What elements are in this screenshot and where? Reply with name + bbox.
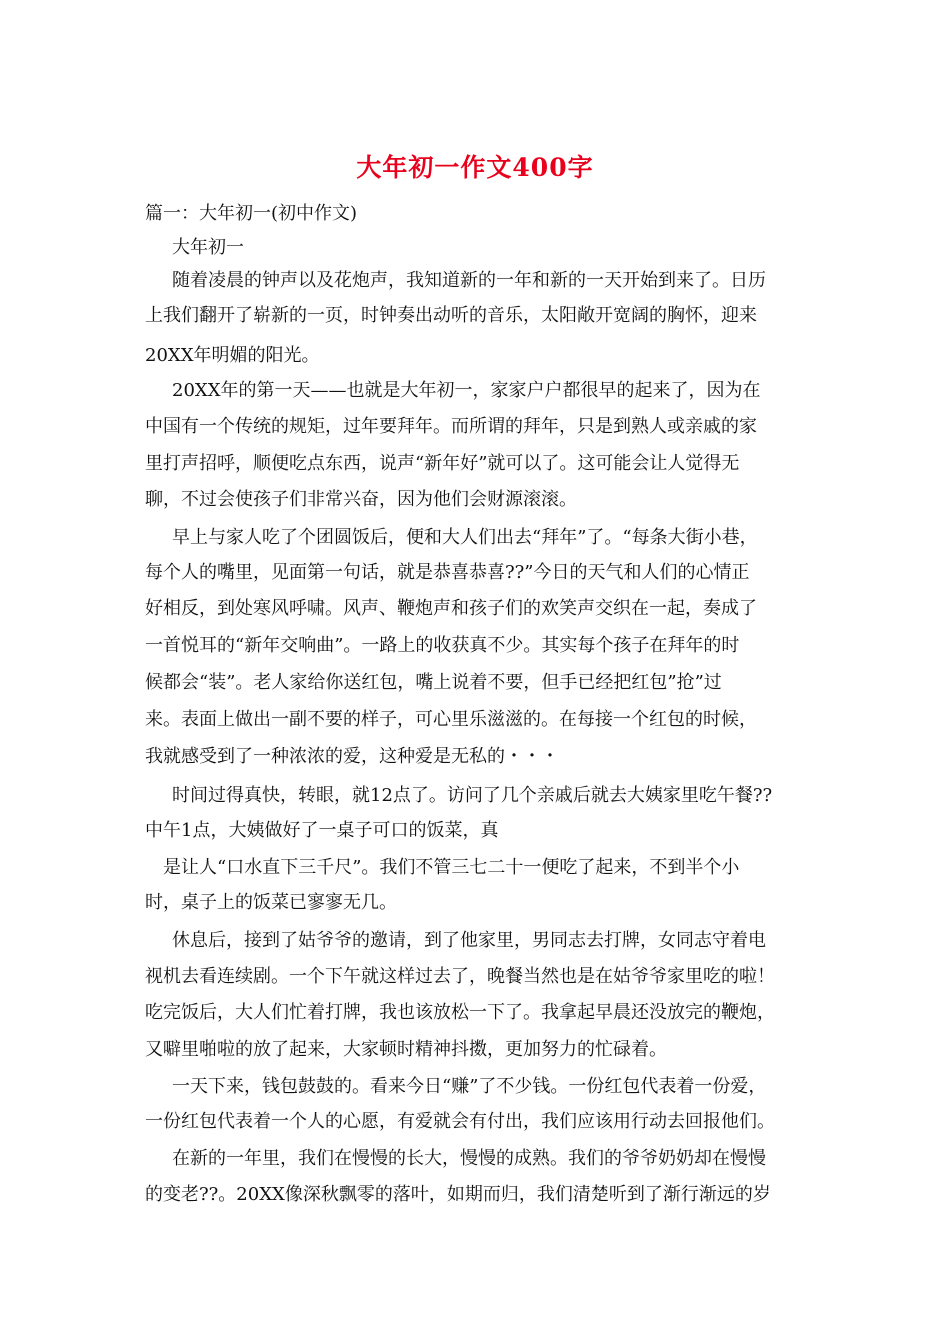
- paragraph-line: 休息后，接到了姑爷爷的邀请，到了他家里，男同志去打牌，女同志守着电: [172, 930, 766, 951]
- paragraph-line: 时，桌子上的饭菜已寥寥无几。: [145, 892, 397, 913]
- document-title: 大年初一作文400字: [356, 153, 594, 182]
- paragraph-line: 时间过得真快，转眼，就12点了。访问了几个亲戚后就去大姨家里吃午餐??: [172, 785, 773, 806]
- paragraph-line: 20XX年明媚的阳光。: [145, 345, 320, 366]
- paragraph-line: 的变老??。20XX像深秋飘零的落叶，如期而归，我们清楚听到了渐行渐远的岁: [145, 1184, 771, 1205]
- paragraph-line: 视机去看连续剧。一个下午就这样过去了，晚餐当然也是在姑爷爷家里吃的啦！: [145, 966, 775, 987]
- paragraph-line: 吃完饭后，大人们忙着打牌，我也该放松一下了。我拿起早晨还没放完的鞭炮，: [145, 1002, 775, 1023]
- paragraph-line: 里打声招呼，顺便吃点东西，说声“新年好”就可以了。这可能会让人觉得无: [145, 453, 740, 474]
- paragraph-line: 是让人“口水直下三千尺”。我们不管三七二十一便吃了起来，不到半个小: [163, 857, 740, 878]
- subheading: 大年初一: [172, 237, 244, 258]
- paragraph-line: 又噼里啪啦的放了起来，大家顿时精神抖擞，更加努力的忙碌着。: [145, 1039, 667, 1060]
- paragraph-line: 上我们翻开了崭新的一页，时钟奏出动听的音乐，太阳敞开宽阔的胸怀，迎来: [145, 305, 757, 326]
- paragraph-line: 随着凌晨的钟声以及花炮声，我知道新的一年和新的一天开始到来了。日历: [172, 270, 766, 291]
- paragraph-line: 中国有一个传统的规矩，过年要拜年。而所谓的拜年，只是到熟人或亲戚的家: [145, 416, 757, 437]
- section-heading: 篇一：大年初一(初中作文): [145, 203, 358, 224]
- paragraph-line: 一份红包代表着一个人的心愿，有爱就会有付出，我们应该用行动去回报他们。: [145, 1111, 775, 1132]
- paragraph-line: 候都会“装”。老人家给你送红包，嘴上说着不要，但手已经把红包”抢”过: [145, 672, 722, 693]
- paragraph-line: 一首悦耳的“新年交响曲”。一路上的收获真不少。其实每个孩子在拜年的时: [145, 635, 740, 656]
- paragraph-line: 中午1点，大姨做好了一桌子可口的饭菜，真: [145, 820, 499, 841]
- paragraph-line: 我就感受到了一种浓浓的爱，这种爱是无私的・・・: [145, 746, 559, 767]
- paragraph-line: 20XX年的第一天——也就是大年初一，家家户户都很早的起来了，因为在: [172, 380, 761, 401]
- paragraph-line: 早上与家人吃了个团圆饭后，便和大人们出去“拜年”了。“每条大街小巷，: [172, 527, 758, 548]
- paragraph-line: 来。表面上做出一副不要的样子，可心里乐滋滋的。在每接一个红包的时候，: [145, 709, 757, 730]
- paragraph-line: 每个人的嘴里，见面第一句话，就是恭喜恭喜??”今日的天气和人们的心情正: [145, 562, 750, 583]
- paragraph-line: 好相反，到处寒风呼啸。风声、鞭炮声和孩子们的欢笑声交织在一起，奏成了: [145, 598, 757, 619]
- paragraph-line: 聊，不过会使孩子们非常兴奋，因为他们会财源滚滚。: [145, 489, 577, 510]
- paragraph-line: 在新的一年里，我们在慢慢的长大，慢慢的成熟。我们的爷爷奶奶却在慢慢: [172, 1148, 766, 1169]
- paragraph-line: 一天下来，钱包鼓鼓的。看来今日“赚”了不少钱。一份红包代表着一份爱，: [172, 1076, 767, 1097]
